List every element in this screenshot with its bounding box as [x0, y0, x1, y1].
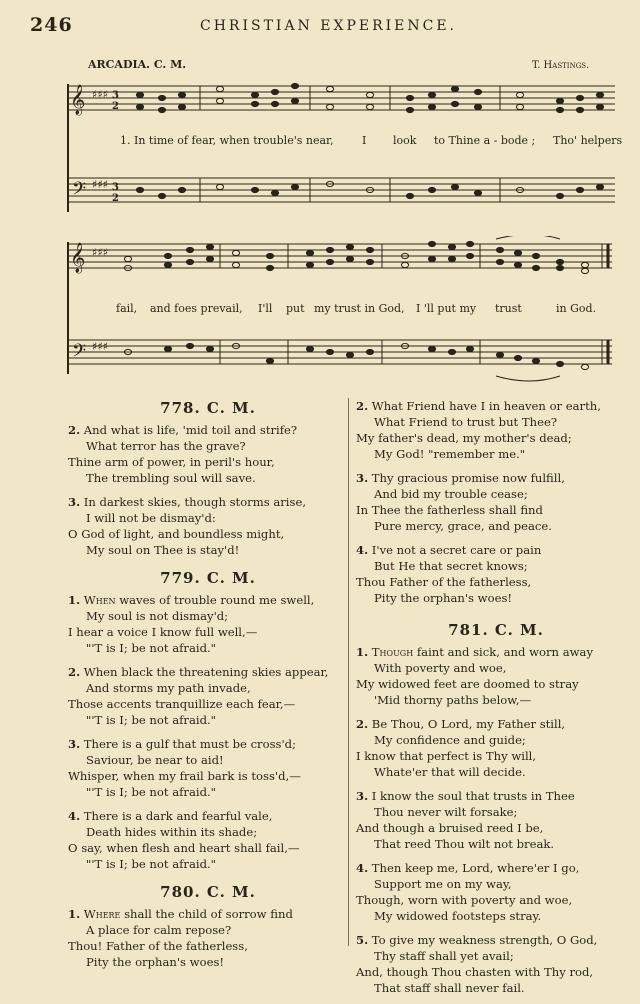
svg-text:2: 2	[112, 101, 119, 112]
tune-composer: T. Hastings.	[532, 60, 590, 71]
hymn-title: 779. C. M.	[160, 569, 256, 587]
lyric-6: fail,	[116, 302, 138, 315]
treble-clef-icon: 𝄞	[70, 243, 86, 273]
lyric-9: put	[286, 302, 305, 315]
right-column	[356, 398, 636, 1004]
verse: 3. Thy gracious promise now fulfill, And bid my trouble cease; In Thee the fatherless shall find Pure mercy, grace, and peace.	[356, 471, 565, 533]
left-column	[68, 398, 348, 978]
hymn-title: 778. C. M.	[160, 399, 256, 417]
verse: 1. Though faint and sick, and worn away With poverty and woe, My widowed feet are doomed to stray 'Mid thorny paths below,—	[356, 645, 594, 707]
lyric-3: look	[393, 134, 417, 147]
svg-text:3: 3	[112, 90, 119, 101]
verse: 2. What Friend have I in heaven or earth, What Friend to trust but Thee? My father's dead, my mother's dead; My God! "remember me."	[356, 399, 601, 461]
bass-clef-icon: 𝄢	[72, 179, 87, 204]
verse: 4. I've not a secret care or pain But He that secret knows; Thou Father of the fatherless, Pity the orphan's woes!	[356, 543, 542, 605]
hymn-title: 780. C. M.	[160, 883, 256, 901]
verse: 2. When black the threatening skies appear, And storms my path invade, Those accents tranquillize each fear,— "'T is I; be not afraid."	[68, 665, 329, 727]
verse: 4. There is a dark and fearful vale, Death hides within its shade; O say, when flesh and heart shall fail,— "'T is I; be not afraid."	[68, 809, 300, 871]
verse: 2. And what is life, 'mid toil and strife? What terror has the grave? Thine arm of power, in peril's hour, The trembling soul will save.	[68, 423, 298, 485]
svg-text:3: 3	[112, 182, 119, 193]
page-number: 246	[30, 14, 73, 36]
verse: 3. In darkest skies, though storms arise, I will not be dismay'd: O God of light, and boundless might, My soul on Thee is stay'd!	[68, 495, 307, 557]
lyric-4: to Thine a - bode ;	[434, 134, 536, 147]
music-system-1	[60, 78, 623, 218]
lyric-5: Tho' helpers	[553, 134, 623, 147]
svg-text:♯♯♯: ♯♯♯	[92, 246, 108, 259]
verse: 1. When waves of trouble round me swell, My soul is not dismay'd; I hear a voice I know full well,— "'T is I; be not afraid."	[68, 593, 315, 655]
lyric-10: my trust in God,	[314, 302, 405, 315]
verse: 3. I know the soul that trusts in Thee Thou never wilt forsake; And though a bruised reed I be, That reed Thou wilt not break.	[356, 789, 575, 851]
verse: 4. Then keep me, Lord, where'er I go, Support me on my way, Though, worn with poverty and woe, My widowed footsteps stray.	[356, 861, 580, 923]
lyric-12: trust	[495, 302, 522, 315]
lyric-1: 1. In time of fear, when trouble's near,	[120, 134, 334, 147]
svg-text:♯♯♯: ♯♯♯	[92, 340, 108, 353]
tune-name: ARCADIA. C. M.	[88, 58, 187, 71]
lyric-2: I	[362, 134, 367, 147]
running-head: CHRISTIAN EXPERIENCE.	[200, 18, 458, 34]
lyric-13: in God.	[556, 302, 597, 315]
svg-text:2: 2	[112, 193, 119, 204]
verse: 3. There is a gulf that must be cross'd; Saviour, be near to aid! Whisper, when my frail bark is toss'd,— "'T is I; be not afraid."	[68, 737, 301, 799]
svg-text:♯♯♯: ♯♯♯	[92, 88, 108, 101]
svg-text:♯♯♯: ♯♯♯	[92, 178, 108, 191]
hymn-title: 781. C. M.	[448, 621, 544, 639]
bass-clef-icon: 𝄢	[72, 341, 87, 366]
lyric-8: I'll	[258, 302, 273, 315]
column-divider	[348, 398, 349, 946]
treble-clef-icon: 𝄞	[70, 85, 86, 115]
lyric-7: and foes prevail,	[150, 302, 243, 315]
verse: 2. Be Thou, O Lord, my Father still, My confidence and guide; I know that perfect is Thy will, Whate'er that will decide.	[356, 717, 566, 779]
lyric-11: I 'll put my	[416, 302, 477, 315]
verse: 5. To give my weakness strength, O God, Thy staff shall yet avail; And, though Thou chasten with Thy rod, That staff shall never fail.	[356, 933, 598, 995]
verse: 1. Where shall the child of sorrow find A place for calm repose? Thou! Father of the fatherless, Pity the orphan's woes!	[68, 907, 293, 969]
